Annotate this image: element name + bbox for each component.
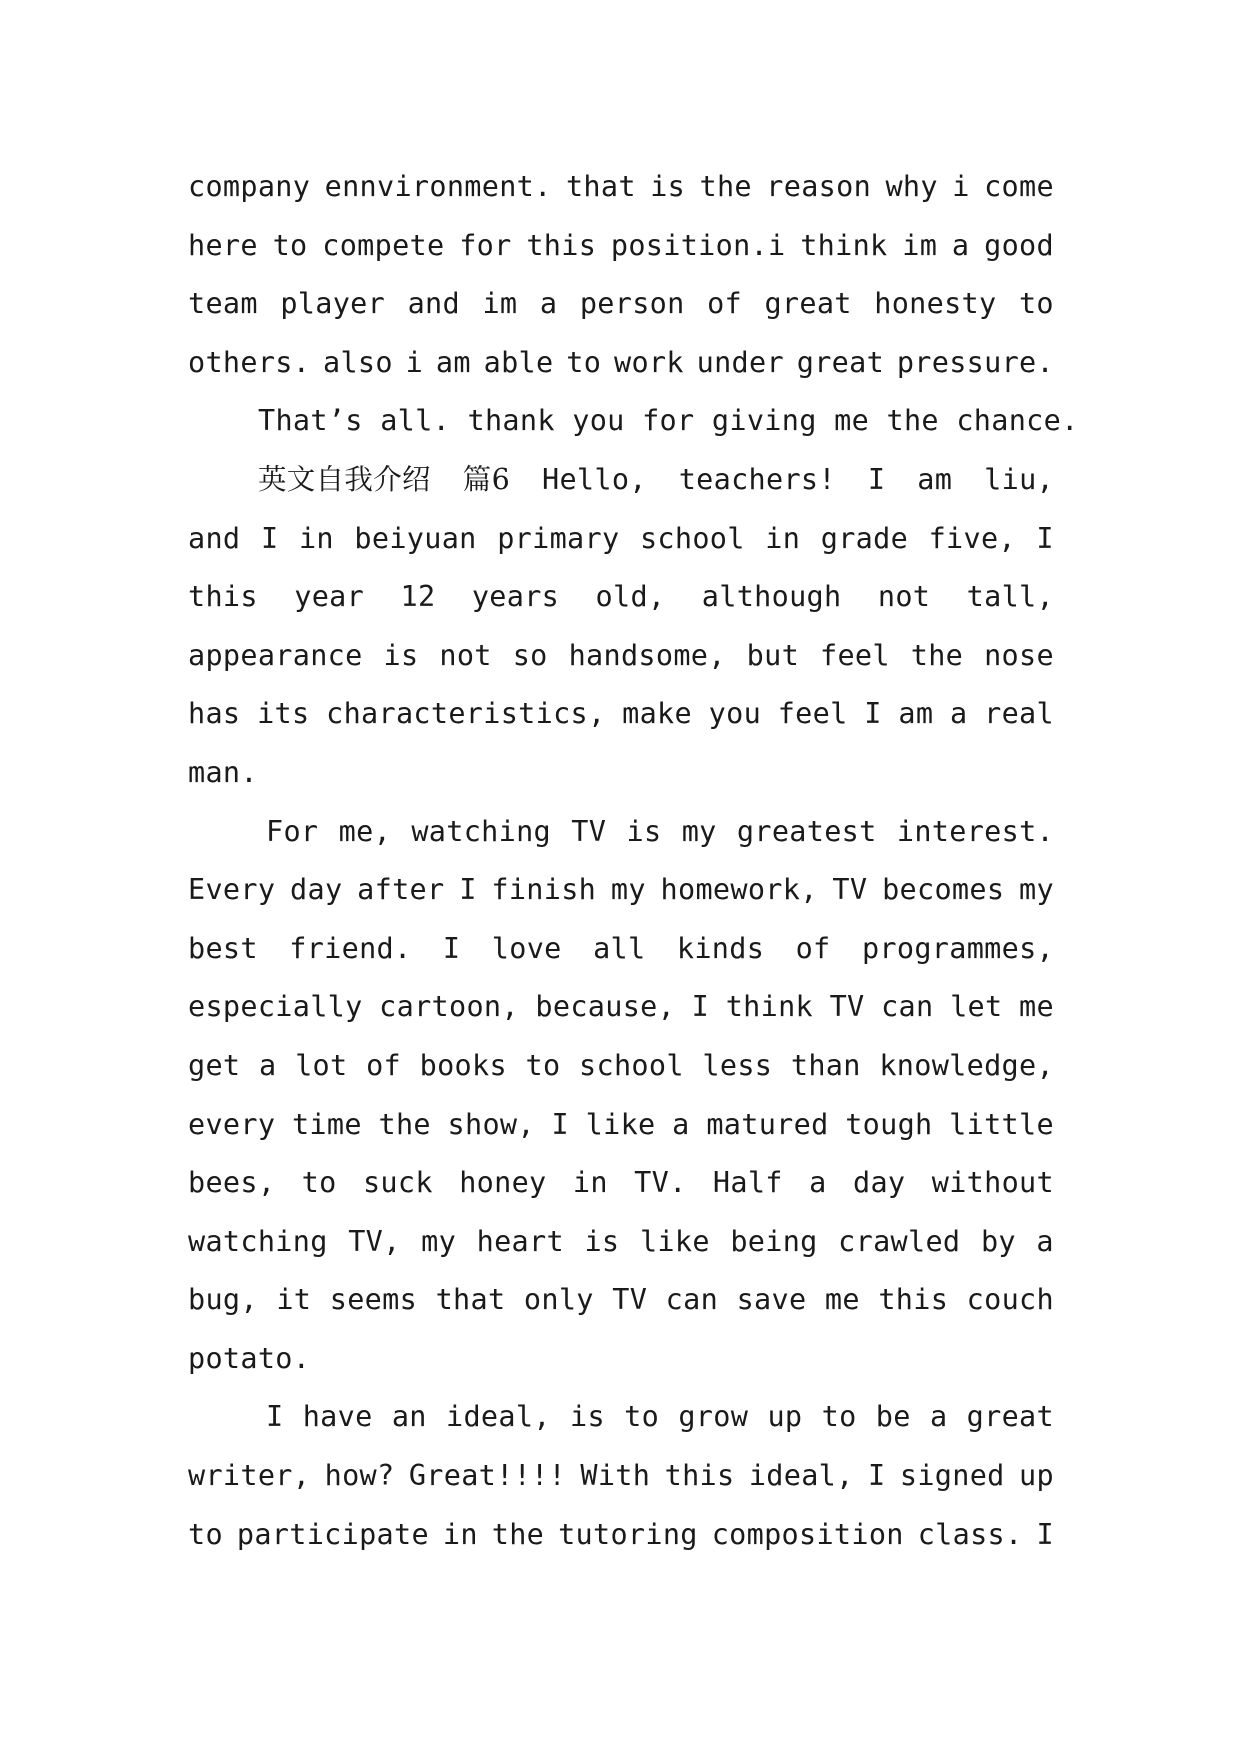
- text-line: bees, to suck honey in TV. Half a day without: [188, 1166, 1054, 1200]
- text-line: I have an ideal, is to grow up to be a great: [266, 1400, 1054, 1434]
- text-line: bug, it seems that only TV can save me this couch: [188, 1283, 1054, 1317]
- text-line: and I in beiyuan primary school in grade five, I: [188, 521, 1054, 555]
- text-line: to participate in the tutoring composition class. I: [188, 1517, 1054, 1551]
- text-line: get a lot of books to school less than knowledge,: [188, 1048, 1054, 1082]
- text-line: potato.: [188, 1341, 311, 1375]
- text-line: man.: [188, 755, 258, 789]
- text-line: writer, how? Great!!!! With this ideal, I signed up: [188, 1459, 1054, 1493]
- text-line: appearance is not so handsome, but feel the nose: [188, 638, 1054, 672]
- text-line: company ennvironment. that is the reason why i come: [188, 170, 1054, 203]
- text-line: That’s all. thank you for giving me the chance.: [258, 404, 1079, 438]
- text-line: For me, watching TV is my greatest interest.: [266, 814, 1054, 848]
- text-line: every time the show, I like a matured tough little: [188, 1107, 1054, 1141]
- text-line: this year 12 years old, although not tall,: [188, 580, 1054, 614]
- text-line: watching TV, my heart is like being crawled by a: [188, 1224, 1054, 1258]
- text-line: team player and im a person of great honesty to: [188, 287, 1054, 321]
- text-line: others. also i am able to work under great pressure.: [188, 345, 1054, 379]
- text-line: 英文自我介绍 篇6 Hello, teachers! I am liu,: [258, 462, 1054, 496]
- text-line: Every day after I finish my homework, TV becomes my: [188, 873, 1054, 907]
- text-line: has its characteristics, make you feel I am a real: [188, 697, 1054, 731]
- text-line: especially cartoon, because, I think TV can let me: [188, 990, 1054, 1024]
- text-line: best friend. I love all kinds of programmes,: [188, 931, 1054, 965]
- document-body-text: [188, 158, 1079, 1564]
- text-line: here to compete for this position.i think im a good: [188, 228, 1054, 262]
